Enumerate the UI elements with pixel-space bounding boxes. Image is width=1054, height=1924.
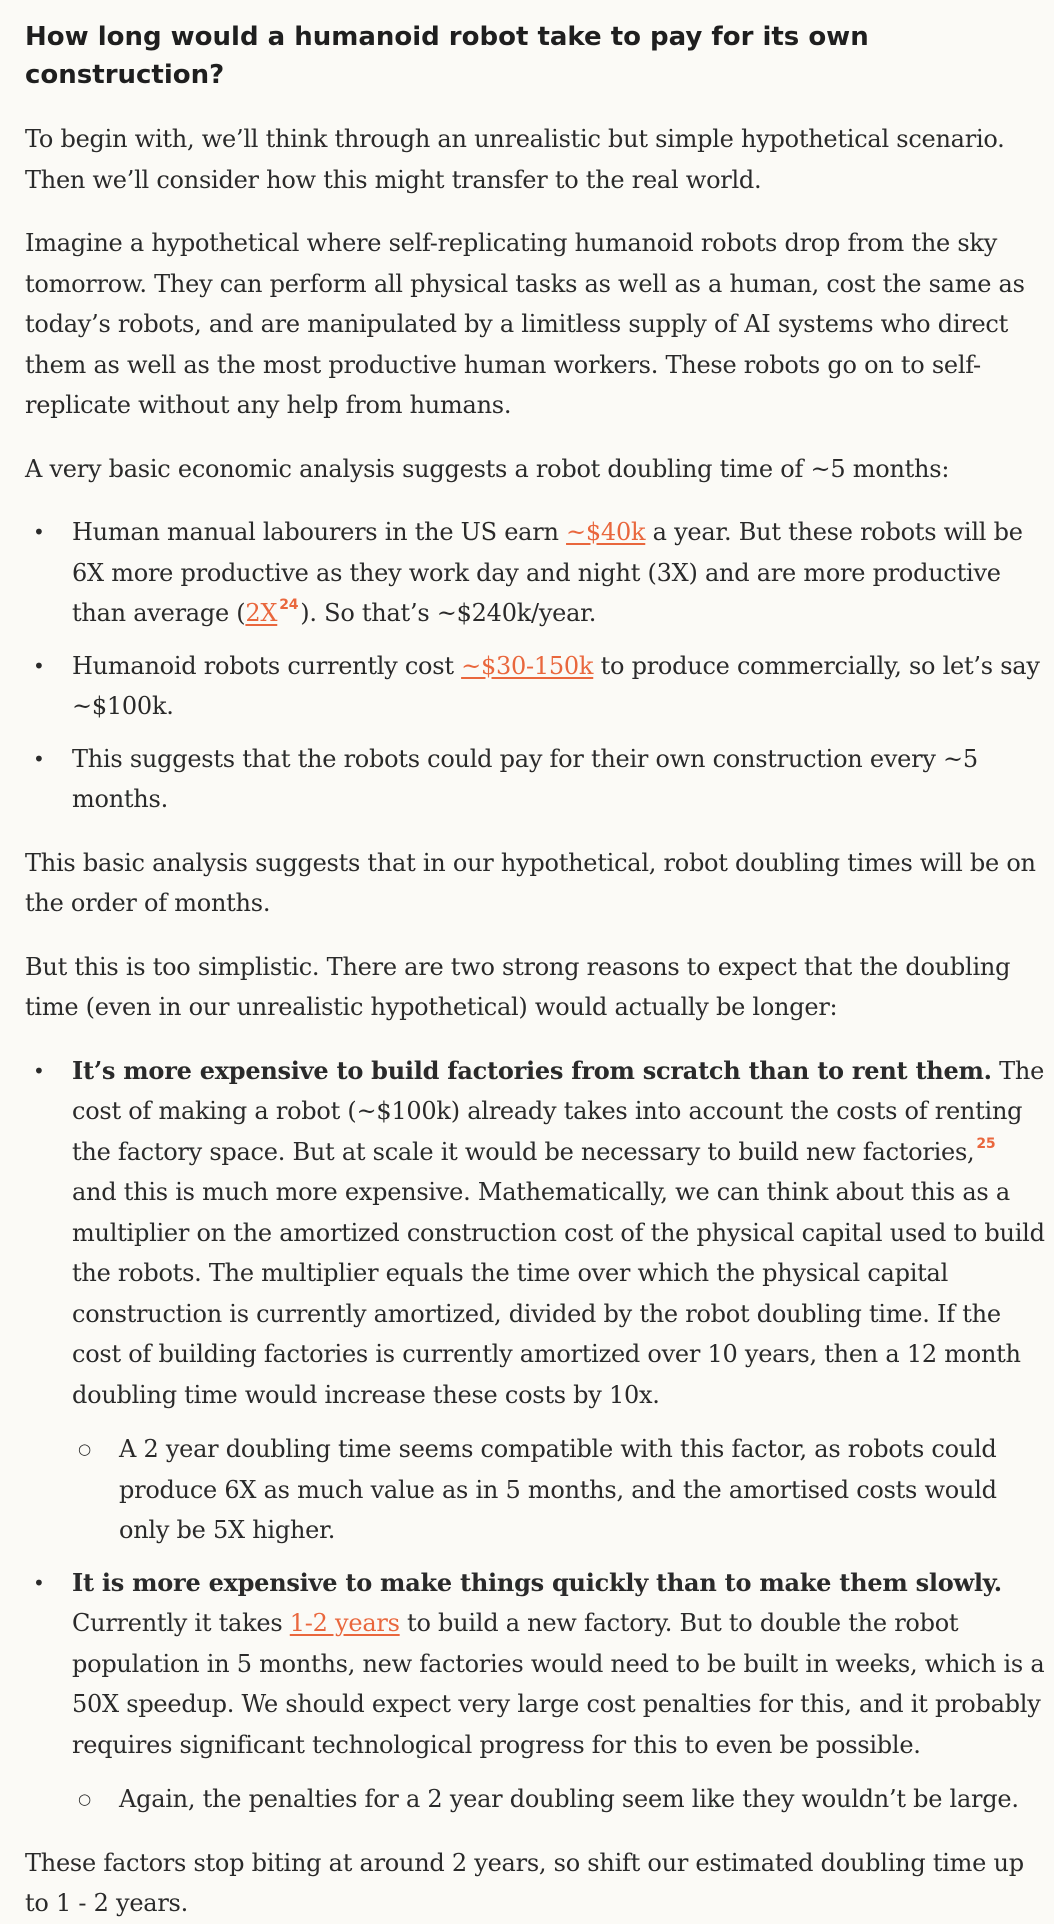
analysis-intro-paragraph: A very basic economic analysis suggests a robot doubling time of ~5 months:	[25, 454, 950, 483]
bold-lead-speed: It is more expensive to make things quickly than to make them slowly.	[72, 1567, 1002, 1597]
too-simplistic-paragraph: But this is too simplistic. There are two strong reasons to expect that the doubling time (even in our unrealistic hypothetical) would actually be longer:	[25, 952, 1011, 1021]
conclusion-paragraph: These factors stop biting at around 2 years, so shift our estimated doubling time up to 1 - 2 years.	[25, 1848, 1024, 1917]
bullet-disc: •	[33, 1058, 45, 1083]
months-paragraph: This basic analysis suggests that in our hypothetical, robot doubling times will be on the order of months.	[25, 848, 1036, 917]
link-40k-wage[interactable]: ~$40k	[566, 518, 646, 546]
bullet-disc: •	[33, 746, 45, 771]
bold-lead-factories: It’s more expensive to build factories from scratch than to rent them.	[72, 1055, 992, 1085]
footnote-25[interactable]: 25	[976, 1135, 996, 1152]
list-item-robot-cost: • Humanoid robots currently cost ~$30-150k to produce commercially, so let’s say ~$100k.	[25, 646, 1048, 727]
list-item-speed: • It is more expensive to make things quickly than to make them slowly. Currently it takes 1-2 years to build a new factory. But to double the robot population in 5 months, new factories would need to be built in weeks, which is a 50X speedup. We should expect very large cost penalties for this, and it probably requires significant technological progress for this to even be possible. ○ Again, the penalties for a 2 year doubling seem like they wouldn’t be large.	[25, 1563, 1048, 1820]
factories-sublist	[72, 1429, 1048, 1551]
link-factory-build-time[interactable]: 1-2 years	[289, 1609, 400, 1637]
bullet-disc: •	[33, 653, 45, 678]
hypothetical-paragraph: Imagine a hypothetical where self-replicating humanoid robots drop from the sky tomorrow. They can perform all physical tasks as well as a human, cost the same as today’s robots, and are manipulated by a limitless supply of AI systems who direct them as well as the most productive human workers. These robots go on to self-replicate without any help from humans.	[25, 229, 1025, 419]
link-robot-cost[interactable]: ~$30-150k	[461, 651, 594, 680]
speed-sublist	[72, 1779, 1048, 1820]
bullet-circle: ○	[78, 1440, 91, 1458]
bullet-disc: •	[33, 1570, 45, 1595]
basic-analysis-list	[25, 512, 1048, 820]
bullet-circle: ○	[78, 1790, 91, 1808]
bullet-disc: •	[33, 520, 45, 544]
list-item-wages: • Human manual labourers in the US earn ~$40k a year. But these robots will be 6X more productive as they work day and night (3X) and are more productive than average (2X $^{24}$). So that’s ~$240k/year.	[25, 512, 1048, 634]
footnote-24[interactable]: 24	[279, 597, 299, 613]
link-2x-productivity[interactable]: 2X	[245, 599, 278, 627]
list-item-payback: • This suggests that the robots could pay for their own construction every ~5 months.	[25, 739, 1048, 820]
intro-paragraph: To begin with, we’ll think through an unrealistic but simple hypothetical scenario. Then we’ll consider how this might transfer to the real world.	[25, 125, 1005, 194]
sublist-item: ○ Again, the penalties for a 2 year doubling seem like they wouldn’t be large.	[72, 1779, 1048, 1820]
section-heading: How long would a humanoid robot take to pay for its own construction?	[25, 22, 869, 90]
reasons-list	[25, 1051, 1048, 1820]
sublist-item: ○ A 2 year doubling time seems compatible with this factor, as robots could produce 6X as much value as in 5 months, and the amortised costs would only be 5X higher.	[72, 1429, 1048, 1551]
list-item-factories: • It’s more expensive to build factories from scratch than to rent them. The cost of making a robot (~$100k) already takes into account the costs of renting the factory space. But at scale it would be necessary to build new factories, $^{25}$ and this is much more expensive. Mathematically, we can think about this as a multiplier on the amortized construction cost of the physical capital used to build the robots. The multiplier equals the time over which the physical capital construction is currently amortized, divided by the robot doubling time. If the cost of building factories is currently amortized over 10 years, then a 12 month doubling time would increase these costs by 10x. ○ A 2 year doubling time seems compatible with this factor, as robots could produce 6X as much value as in 5 months, and the amortised costs would only be 5X higher.	[25, 1051, 1048, 1551]
